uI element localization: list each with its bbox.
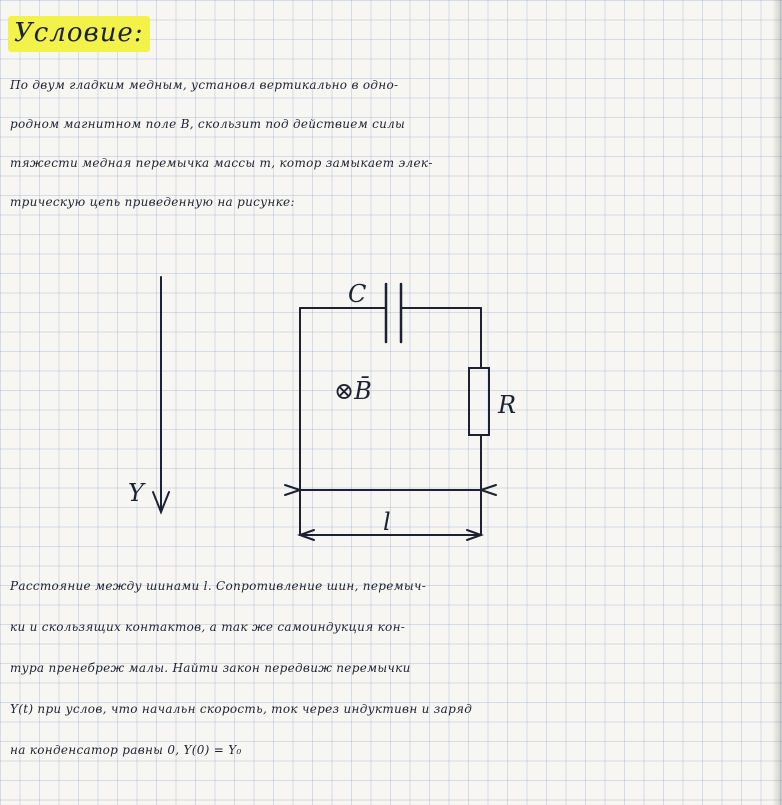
intro-line: трическую цепь приведенную на рисунке:	[10, 195, 295, 209]
intro-line: тяжести медная перемычка массы m, котор замыкает элек-	[10, 156, 433, 170]
condition-line: ки и скользящих контактов, а так же самоиндукция кон-	[10, 620, 406, 634]
heading-highlighted: Условие:	[8, 16, 150, 52]
contact-right-mark	[481, 485, 496, 495]
condition-line: Расстояние между шинами l. Сопротивление шин, перемыч-	[10, 579, 427, 593]
intro-line: родном магнитном поле B, скользит под действием силы	[10, 117, 406, 131]
contact-left-mark	[285, 485, 300, 495]
length-label: l	[383, 508, 391, 536]
condition-line: Y(t) при услов, что начальн скорость, ток через индуктивн и заряд	[10, 702, 473, 716]
y-axis-label: Y	[128, 479, 144, 507]
resistor-label: R	[498, 391, 517, 419]
capacitor-label: C	[348, 280, 367, 308]
intro-line: По двум гладким медным, установл вертикально в одно-	[10, 78, 399, 92]
resistor	[469, 368, 489, 435]
condition-line: тура пренебреж малы. Найти закон передвиж перемычки	[10, 661, 411, 675]
problem-condition	[10, 566, 772, 771]
magnetic-field-label: ⊗B̄	[334, 377, 372, 405]
condition-line: на конденсатор равны 0, Y(0) = Y₀	[10, 743, 242, 757]
